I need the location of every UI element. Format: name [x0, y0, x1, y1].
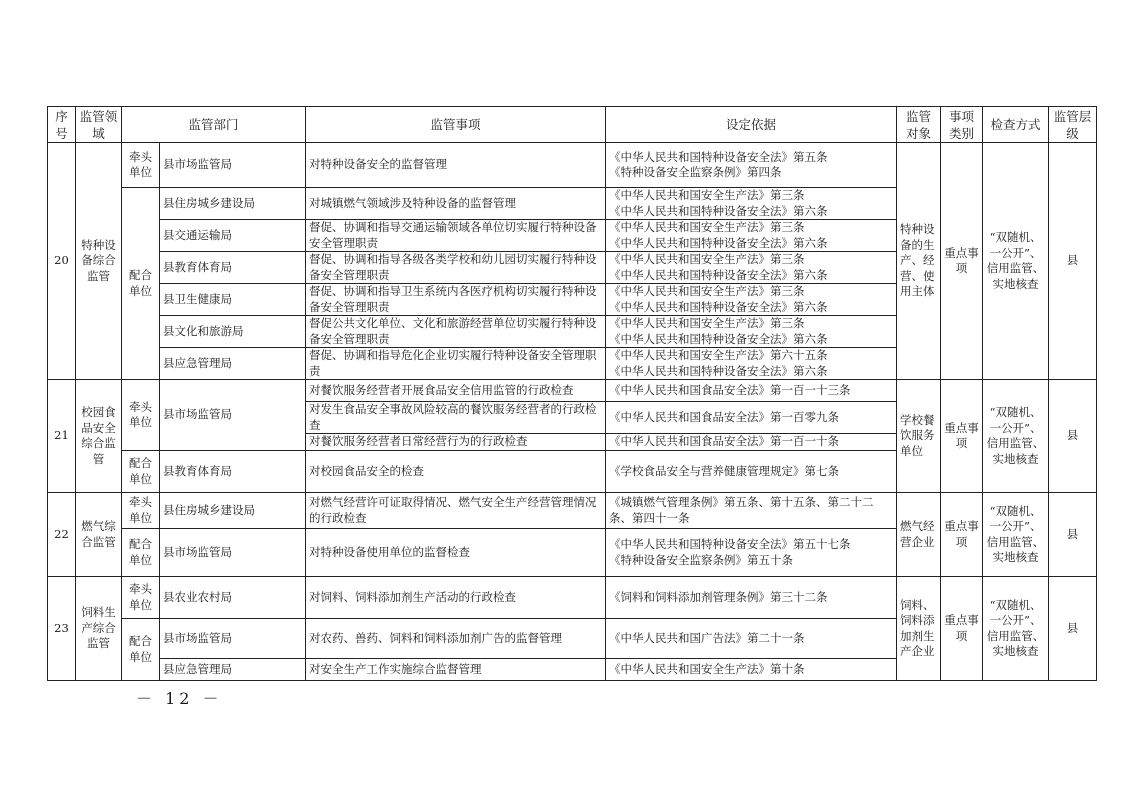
category-cell: 重点事项 — [941, 493, 983, 577]
assist-unit-label: 配合单位 — [122, 619, 160, 681]
table-row — [48, 380, 1097, 402]
dept-cell: 县住房城乡建设局 — [160, 188, 306, 220]
header-item: 监管事项 — [306, 107, 606, 143]
level-cell: 县 — [1049, 380, 1097, 493]
dept-cell: 县住房城乡建设局 — [160, 493, 306, 529]
header-seq: 序号 — [48, 107, 76, 143]
group-domain: 饲料生产综合监管 — [76, 577, 122, 681]
basis-cell: 《中华人民共和国食品安全法》第一百一十三条 — [606, 380, 897, 402]
lead-unit-label: 牵头单位 — [122, 493, 160, 529]
method-cell: “双随机、一公开”、信用监管、实地核查 — [983, 143, 1049, 380]
header-row — [48, 107, 1097, 143]
object-cell: 学校餐饮服务单位 — [897, 380, 941, 493]
item-cell: 对餐饮服务经营者开展食品安全信用监管的行政检查 — [306, 380, 606, 402]
method-cell: “双随机、一公开”、信用监管、实地核查 — [983, 577, 1049, 681]
basis-cell: 《中华人民共和国广告法》第二十一条 — [606, 619, 897, 659]
lead-unit-label: 牵头单位 — [122, 380, 160, 451]
item-cell: 督促、协调和指导交通运输领域各单位切实履行特种设备安全管理职责 — [306, 220, 606, 252]
item-cell: 对燃气经营许可证取得情况、燃气安全生产经营管理情况的行政检查 — [306, 493, 606, 529]
item-cell: 对餐饮服务经营者日常经营行为的行政检查 — [306, 434, 606, 451]
category-cell: 重点事项 — [941, 380, 983, 493]
header-method: 检查方式 — [983, 107, 1049, 143]
lead-unit-label: 牵头单位 — [122, 577, 160, 619]
group-number: 23 — [48, 577, 76, 681]
method-cell: “双随机、一公开”、信用监管、实地核查 — [983, 380, 1049, 493]
dept-cell: 县市场监管局 — [160, 619, 306, 659]
dept-cell: 县农业农村局 — [160, 577, 306, 619]
item-cell: 督促公共文化单位、文化和旅游经营单位切实履行特种设备安全管理职责 — [306, 316, 606, 348]
assist-unit-label: 配合单位 — [122, 188, 160, 380]
table-row — [48, 577, 1097, 619]
basis-cell: 《中华人民共和国安全生产法》第三条 《中华人民共和国特种设备安全法》第六条 — [606, 316, 897, 348]
table-row — [48, 493, 1097, 529]
item-cell: 督促、协调和指导危化企业切实履行特种设备安全管理职责 — [306, 348, 606, 380]
item-cell: 对饲料、饲料添加剂生产活动的行政检查 — [306, 577, 606, 619]
level-cell: 县 — [1049, 493, 1097, 577]
lead-unit-label: 牵头单位 — [122, 143, 160, 188]
object-cell: 饲料、饲料添加剂生产企业 — [897, 577, 941, 681]
regulation-table — [47, 106, 1097, 681]
group-domain: 校园食品安全综合监管 — [76, 380, 122, 493]
page-number: － 12 － — [136, 689, 223, 708]
basis-cell: 《中华人民共和国食品安全法》第一百一十条 — [606, 434, 897, 451]
category-cell: 重点事项 — [941, 143, 983, 380]
group-number: 21 — [48, 380, 76, 493]
basis-cell: 《城镇燃气管理条例》第五条、第十五条、第二十二条、第四十一条 — [606, 493, 897, 529]
basis-cell: 《中华人民共和国安全生产法》第三条 《中华人民共和国特种设备安全法》第六条 — [606, 220, 897, 252]
assist-unit-label: 配合单位 — [122, 451, 160, 493]
assist-unit-label: 配合单位 — [122, 529, 160, 577]
basis-cell: 《中华人民共和国特种设备安全法》第五十七条 《特种设备安全监察条例》第五十条 — [606, 529, 897, 577]
item-cell: 对农药、兽药、饲料和饲料添加剂广告的监督管理 — [306, 619, 606, 659]
basis-cell: 《中华人民共和国安全生产法》第十条 — [606, 659, 897, 681]
item-cell: 对发生食品安全事故风险较高的餐饮服务经营者的行政检查 — [306, 402, 606, 434]
group-number: 22 — [48, 493, 76, 577]
basis-cell: 《中华人民共和国安全生产法》第三条 《中华人民共和国特种设备安全法》第六条 — [606, 284, 897, 316]
dept-cell: 县卫生健康局 — [160, 284, 306, 316]
item-cell: 对校园食品安全的检查 — [306, 451, 606, 493]
dept-cell: 县交通运输局 — [160, 220, 306, 252]
basis-cell: 《中华人民共和国食品安全法》第一百零九条 — [606, 402, 897, 434]
dept-cell: 县文化和旅游局 — [160, 316, 306, 348]
level-cell: 县 — [1049, 577, 1097, 681]
dept-cell: 县教育体育局 — [160, 252, 306, 284]
dept-cell: 县市场监管局 — [160, 380, 306, 451]
item-cell: 对城镇燃气领域涉及特种设备的监督管理 — [306, 188, 606, 220]
header-category: 事项类别 — [941, 107, 983, 143]
basis-cell: 《中华人民共和国安全生产法》第六十五条 《中华人民共和国特种设备安全法》第六条 — [606, 348, 897, 380]
item-cell: 对特种设备安全的监督管理 — [306, 143, 606, 188]
table-row — [48, 143, 1097, 188]
basis-cell: 《学校食品安全与营养健康管理规定》第七条 — [606, 451, 897, 493]
dept-cell: 县市场监管局 — [160, 529, 306, 577]
header-level: 监管层级 — [1049, 107, 1097, 143]
header-basis: 设定依据 — [606, 107, 897, 143]
level-cell: 县 — [1049, 143, 1097, 380]
item-cell: 督促、协调和指导卫生系统内各医疗机构切实履行特种设备安全管理职责 — [306, 284, 606, 316]
group-domain: 特种设备综合监管 — [76, 143, 122, 380]
dept-cell: 县教育体育局 — [160, 451, 306, 493]
item-cell: 对安全生产工作实施综合监督管理 — [306, 659, 606, 681]
basis-cell: 《中华人民共和国特种设备安全法》第五条 《特种设备安全监察条例》第四条 — [606, 143, 897, 188]
basis-cell: 《中华人民共和国安全生产法》第三条 《中华人民共和国特种设备安全法》第六条 — [606, 188, 897, 220]
category-cell: 重点事项 — [941, 577, 983, 681]
header-object: 监管对象 — [897, 107, 941, 143]
group-domain: 燃气综合监管 — [76, 493, 122, 577]
dept-cell: 县应急管理局 — [160, 348, 306, 380]
dept-cell: 县市场监管局 — [160, 143, 306, 188]
header-domain: 监管领域 — [76, 107, 122, 143]
object-cell: 特种设备的生产、经营、使用主体 — [897, 143, 941, 380]
object-cell: 燃气经营企业 — [897, 493, 941, 577]
dept-cell: 县应急管理局 — [160, 659, 306, 681]
method-cell: “双随机、一公开”、信用监管、实地核查 — [983, 493, 1049, 577]
basis-cell: 《饲料和饲料添加剂管理条例》第三十二条 — [606, 577, 897, 619]
basis-cell: 《中华人民共和国安全生产法》第三条 《中华人民共和国特种设备安全法》第六条 — [606, 252, 897, 284]
regulation-table-sheet — [47, 106, 1096, 681]
header-dept: 监管部门 — [122, 107, 306, 143]
item-cell: 督促、协调和指导各级各类学校和幼儿园切实履行特种设备安全管理职责 — [306, 252, 606, 284]
item-cell: 对特种设备使用单位的监督检查 — [306, 529, 606, 577]
group-number: 20 — [48, 143, 76, 380]
